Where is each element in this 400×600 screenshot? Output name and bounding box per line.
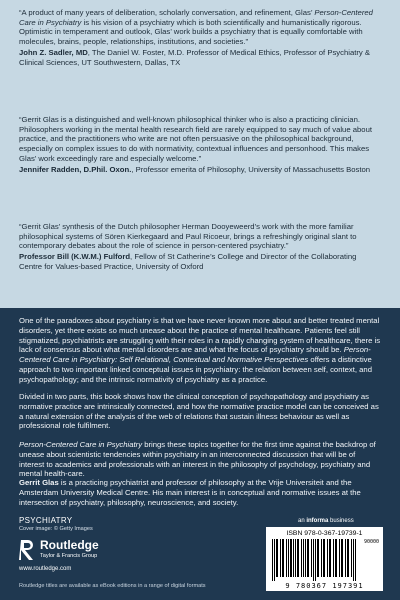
endorsement-quote: “Gerrit Glas is a distinguished and well-known philosophical thinker who is also a practicing clinician. Philosophers working in the mental health research field are rarely equipped to say much of value about practice, and the practitioners who write are not often persuasive on the philosophical background, especially on complex issues to do with normativity, contextual influences and personhood. This makes Glas’ work exceedingly rare and especially welcome.” <box>19 115 372 163</box>
barcode-bar <box>329 539 331 577</box>
barcode-bar <box>274 539 275 581</box>
description-text: Divided in two parts, this book shows how the clinical conception of psychopathology and psychiatry as normative practice are intrinsically connected, and how the normative practice model can be conceived as a natural extension of the analysis of the web of relations that sustain illness behaviour as well as professional role fulfilment. <box>19 392 379 431</box>
isbn-number: ISBN 978-0-367-19739-1 <box>286 530 363 537</box>
bio-text: is a practicing psychiatrist and professor of philosophy at the Vrije Universiteit and the Amsterdam University Medical Centre. His main interest is in conceptual and normative issues at the intersection of psychiatry, philosophy, neuroscience, and society. <box>19 478 361 507</box>
barcode-bar <box>305 539 306 577</box>
description-paragraph-2 <box>19 392 381 431</box>
description-book-title: Person-Centered Care in Psychiatry <box>19 440 143 449</box>
endorsement-radden <box>19 115 381 174</box>
publisher-website: www.routledge.com <box>19 566 72 572</box>
author-affiliation: , Professor emerita of Philosophy, University of Massachusetts Boston <box>131 164 371 174</box>
author-name: John Z. Sadler, MD <box>19 47 88 57</box>
description-text: brings these topics together for the first time against the backdrop of unease about scientistic tendencies within psychiatry in an interconnected discussion that will be of interest to academics and professionals with an interest in the philosophy of psychology, psychiatry and mental health-care. <box>19 440 376 479</box>
endorsement-author <box>19 48 381 67</box>
barcode-bar <box>333 539 334 577</box>
informa-suffix: business <box>328 518 354 524</box>
quote-book-title: Person-Centered Care in Psychiatry <box>19 8 373 27</box>
author-name: Professor Bill (K.W.M.) Fulford <box>19 252 131 262</box>
author-affiliation: , The Daniel W. Foster, M.D. Professor of Medical Ethics, Professor of Psychiatry & Clinical Sciences, UT Southwestern, Dallas, TX <box>19 47 371 67</box>
ebook-note: Routledge titles are available as eBook editions in a range of digital formats <box>19 583 206 589</box>
description-paragraph-3 <box>19 440 381 479</box>
barcode-digits: 9 780367 197391 <box>285 582 364 590</box>
subject-category: PSYCHIATRY <box>19 516 73 525</box>
endorsement-author <box>19 165 381 175</box>
barcode-bar <box>351 539 352 577</box>
publisher-group: Taylor & Francis Group <box>40 553 98 559</box>
author-name: Jennifer Radden, D.Phil. Oxon. <box>19 164 132 174</box>
barcode-bars <box>272 539 358 581</box>
endorsement-quote: “Gerrit Glas’ synthesis of the Dutch philosopher Herman Dooyeweerd’s work with the more familiar philosophical systems of Sören Kierkegaard and Paul Ricoeur, brings a refreshingly original slant to contemporary debates about the role of science in person-centered psychiatry.” <box>19 222 357 251</box>
author-affiliation: , Fellow of St Catherine’s College and Director of the Collaborating Centre for Values-based Practice, University of Oxford <box>19 252 357 271</box>
barcode-bar <box>355 539 356 581</box>
isbn-barcode <box>266 527 383 591</box>
informa-name: informa <box>306 518 329 524</box>
barcode-bar <box>327 539 328 577</box>
endorsement-author <box>19 252 381 271</box>
barcode-bar <box>290 539 292 577</box>
barcode-bar <box>313 539 314 581</box>
informa-prefix: an <box>298 518 307 524</box>
barcode-bar <box>282 539 284 577</box>
routledge-r-icon <box>19 539 37 561</box>
barcode-bar <box>335 539 337 577</box>
endorsement-quote <box>19 8 381 47</box>
description-book-title: Person-Centered Care in Psychiatry: Self Relational, Contextual and Normative Perspectives <box>19 345 371 365</box>
description-text: offers a distinctive approach to two important linked conceptual issues in psychiatry: the relation between self, context, and psychopathology; and the intrinsic normativity of psychiatry as a practice. <box>19 355 372 384</box>
barcode-bar <box>295 539 296 577</box>
informa-business-note <box>298 518 354 524</box>
barcode-bar <box>317 539 319 577</box>
barcode-bar <box>345 539 346 577</box>
barcode-bar <box>353 539 354 581</box>
publisher-logo <box>19 538 159 564</box>
barcode-bar <box>315 539 316 581</box>
barcode-bar <box>307 539 309 577</box>
price-code: 90000 <box>363 539 379 545</box>
barcode-bar <box>347 539 349 577</box>
barcode-bar <box>311 539 312 577</box>
barcode-bar <box>301 539 302 577</box>
barcode-bar <box>297 539 299 577</box>
bio-author-name: Gerrit Glas <box>19 478 59 487</box>
barcode-bar <box>339 539 340 577</box>
barcode-bar <box>321 539 322 577</box>
description-paragraph-1 <box>19 316 381 385</box>
barcode-bar <box>323 539 325 577</box>
author-bio <box>19 478 381 507</box>
cover-image-credit: Cover image: © Getty Images <box>19 526 93 532</box>
barcode-bar <box>280 539 281 577</box>
barcode-bar <box>293 539 294 577</box>
quote-text: “A product of many years of deliberation, scholarly conversation, and refinement, Glas’ <box>19 8 315 17</box>
barcode-bar <box>341 539 343 577</box>
publisher-name: Routledge <box>40 538 99 552</box>
barcode-bar <box>272 539 273 581</box>
description-text: One of the paradoxes about psychiatry is that we have never known more about and better treated mental disorders, yet there exists so much unease about the practice of mental healthcare. Patients feel still stigmatized, psychiatrists are struggling with their roles in a rapidly changing system of healthcare, there is lack of consensus about what mental disorders are and what the focus of psychiatry should be. <box>19 316 381 355</box>
barcode-bar <box>288 539 289 577</box>
endorsement-sadler <box>19 8 381 67</box>
barcode-bar <box>303 539 304 577</box>
quote-text: is his vision of a psychiatry which is both scientifically and humanistically rigorous. Optimistic in temperament and outlook, Glas’ work builds a psychiatry that is equally comfortable with molecules, brains, people, relationships, institutions, and societies.” <box>19 17 363 47</box>
barcode-bar <box>286 539 287 577</box>
barcode-bar <box>276 539 278 577</box>
endorsement-fulford <box>19 222 381 272</box>
